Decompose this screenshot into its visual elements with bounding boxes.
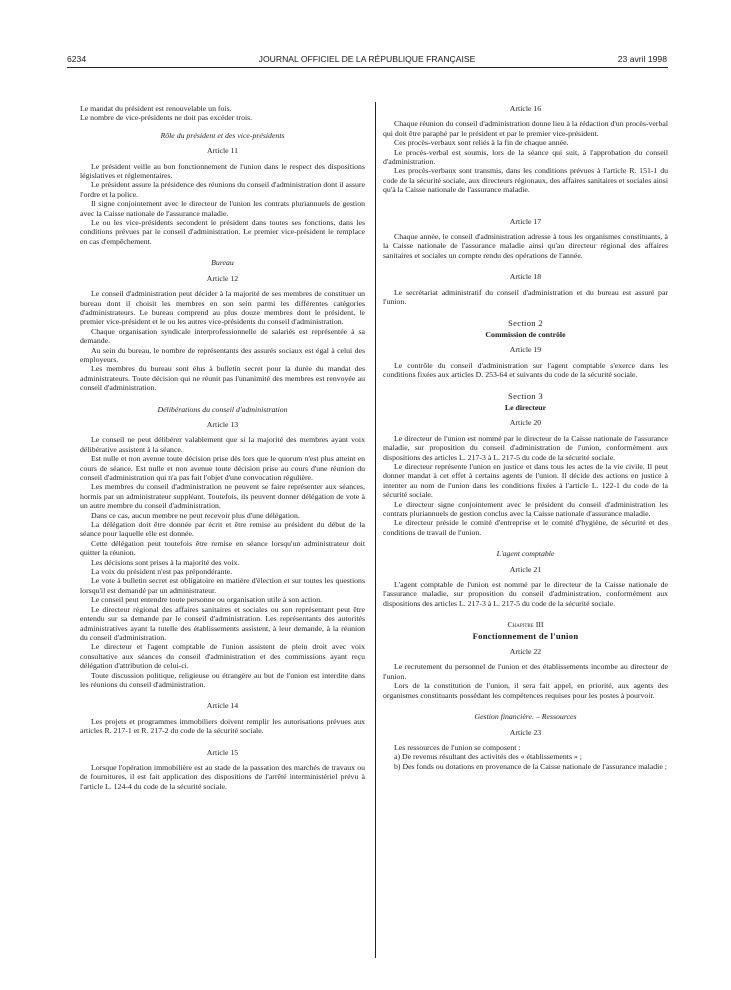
heading: Article 13 <box>206 419 239 429</box>
paragraph: Le nombre de vice-présidents ne doit pas excéder trois. <box>80 113 253 123</box>
paragraph: Le directeur de l'union est nommé par le directeur de la Caisse nationale de l'assurance maladie, sur proposition du conseil d'administration de l'union, conformément aux dispositions des articles L. 217-3 à L. 217-5 du code de la sécurité sociale. <box>383 433 668 462</box>
paragraph: Le président assure la présidence des réunions du conseil d'administration dont il assure l'ordre et la police. <box>80 180 365 199</box>
paragraph: Lors de la constitution de l'union, il sera fait appel, en priorité, aux agents des organismes constituants possédant les compétences requises pour les postes à pourvoir. <box>383 681 668 700</box>
paragraph: Le vote à bulletin secret est obligatoire en matière d'élection et sur toutes les questions lorsqu'il est demandé par un administrateur. <box>80 576 365 595</box>
paragraph: La délégation doit être donnée par écrit et être remise au président du début de la séance pour laquelle elle est donnée. <box>80 520 365 539</box>
heading: Article 11 <box>206 146 239 156</box>
paragraph: Les ressources de l'union se composent : <box>394 742 521 752</box>
heading: Article 12 <box>206 273 239 283</box>
journal-title: JOURNAL OFFICIEL DE LA RÉPUBLIQUE FRANÇAISE <box>258 54 476 64</box>
heading: Article 18 <box>509 272 542 282</box>
paragraph: Lorsque l'opération immobilière est au stade de la passation des marchés de travaux ou de fournitures, il est fait application des dispositions de l'arrêté interministériel prévu à l'article L. 124-4 du code de la sécurité sociale. <box>80 762 365 791</box>
paragraph: Cette délégation peut toutefois être remise en séance lorsqu'un administrateur doit quitter la réunion. <box>80 538 365 558</box>
paragraph: Le contrôle du conseil d'administration sur l'agent comptable s'exerce dans les conditions fixées aux articles D. 253-64 et suivants du code de la sécurité sociale. <box>383 360 668 380</box>
heading: Rôle du président et des vice-présidents <box>160 130 285 140</box>
heading: Gestion financière. – Ressources <box>474 712 577 722</box>
paragraph: La voix du président n'est pas prépondérante. <box>91 567 233 577</box>
paragraph: Le recrutement du personnel de l'union et des établissements incombe au directeur de l'union. <box>383 662 668 681</box>
heading: Article 19 <box>509 345 542 355</box>
paragraph: Le directeur et l'agent comptable de l'union assistent de plein droit avec voix consultative aux séances du conseil d'administration et des commissions ayant reçu délégation d'attribution de celui-ci. <box>80 642 365 671</box>
paragraph: Chaque organisation syndicale interprofessionnelle de salariés est représentée à sa demande. <box>80 326 365 346</box>
heading: L'agent comptable <box>496 549 555 559</box>
heading: Fonctionnement de l'union <box>472 630 579 641</box>
paragraph: Le directeur régional des affaires sanitaires et sociales ou son représentant peut être entendu sur sa demande par le conseil d'administration. Les représentants des autorités administratives ayant la tutelle des établissements assistent, à leur demande, à la réunion du conseil d'administration. <box>80 604 365 642</box>
heading: Chapitre III <box>507 620 544 630</box>
paragraph: Dans ce cas, aucun membre ne peut recevoir plus d'une délégation. <box>91 510 300 520</box>
right-column <box>383 104 668 771</box>
paragraph: Le directeur préside le comité d'entreprise et le comité d'hygiène, de sécurité et des conditions de travail de l'union. <box>383 518 668 537</box>
heading: Article 21 <box>509 564 542 574</box>
paragraph: a) De revenus résultant des activités des « établissements » ; <box>394 752 582 762</box>
page-number: 6234 <box>67 54 87 64</box>
paragraph: Les décisions sont prises à la majorité des voix. <box>91 557 240 567</box>
issue-date: 23 avril 1998 <box>617 54 667 64</box>
paragraph: Il signe conjointement avec le directeur de l'union les contrats pluriannuels de gestion avec la Caisse nationale de l'assurance maladie. <box>80 199 365 218</box>
column-divider <box>375 102 376 958</box>
paragraph: Le conseil peut entendre toute personne ou organisation utile à son action. <box>91 595 323 605</box>
paragraph: Les procès-verbaux sont transmis, dans les conditions prévues à l'article R. 151-1 du code de la sécurité sociale, aux directeurs régionaux, des affaires sanitaires et sociales ainsi qu'à la Caisse nationale de l'assurance maladie. <box>383 166 668 195</box>
paragraph: Est nulle et non avenue toute décision prise dès lors que le quorum n'est plus atteint en cours de séance. Est nulle et non avenue toute décision prise au cours d'une réunion du conseil d'administration qui n'a pas fait l'objet d'une convocation régulière. <box>80 454 365 482</box>
paragraph: Les membres du conseil d'administration ne peuvent se faire représenter aux séances, hormis par un administrateur suppléant. Toutefois, ils peuvent donner délégation de vote à un autre membre du conseil d'administration. <box>80 482 365 511</box>
paragraph: Le directeur représente l'union en justice et dans tous les actes de la vie civile. Il peut donner mandat à cet effet à certains agents de l'union. Il décide des actions en justice à intenter au nom de l'union dans les conditions fixées à l'article L. 122-1 du code de la sécurité sociale. <box>383 461 668 500</box>
left-column <box>80 104 365 791</box>
heading: Bureau <box>211 258 234 268</box>
paragraph: Le conseil d'administration peut décider à la majorité de ses membres de constituer un bureau dont il choisit les membres en son sein parmi les différentes catégories d'administrateurs. Le bureau comprend au plus douze membres dont le président, le premier vice-président et le ou les autres vice-présidents du conseil d'administration. <box>80 289 365 327</box>
heading: Section 3 <box>508 390 543 401</box>
heading: Commission de contrôle <box>485 329 566 339</box>
heading: Délibérations du conseil d'administration <box>157 404 288 414</box>
heading: Article 23 <box>509 727 542 737</box>
header-rule <box>67 67 668 68</box>
paragraph: Ces procès-verbaux sont reliés à la fin de chaque année. <box>394 138 569 148</box>
paragraph: Toute discussion politique, religieuse ou étrangère au but de l'union est interdite dans les réunions du conseil d'administration. <box>80 670 365 689</box>
heading: Section 2 <box>508 317 543 328</box>
paragraph: Le ou les vice-présidents secondent le président dans toutes ses fonctions, dans les conditions prévues par le conseil d'administration. Le premier vice-président le remplace en cas d'empêchement. <box>80 218 365 246</box>
heading: Article 15 <box>206 747 239 757</box>
heading: Article 16 <box>509 104 542 113</box>
paragraph: Les projets et programmes immobiliers doivent remplir les autorisations prévues aux articles R. 217-1 et R. 217-2 du code de la sécurité sociale. <box>80 716 365 736</box>
page-header <box>67 54 667 68</box>
paragraph: b) Des fonds ou dotations en provenance de la Caisse nationale de l'assurance maladie ; <box>394 761 667 771</box>
paragraph: L'agent comptable de l'union est nommé par le directeur de la Caisse nationale de l'assurance maladie, sur proposition du conseil d'administration, conformément aux dispositions des articles L. 217-3 à L. 217-5 du code de la sécurité sociale. <box>383 580 668 608</box>
heading: Article 22 <box>509 647 542 657</box>
heading: Article 14 <box>206 701 239 711</box>
heading: Article 17 <box>509 216 542 226</box>
heading: Article 20 <box>509 418 542 428</box>
paragraph: Les membres du bureau sont élus à bulletin secret pour la durée du mandat des administrateurs. Toute décision qui ne réunit pas l'unanimité des membres est renvoyée au conseil d'administration. <box>80 364 365 393</box>
paragraph: Chaque réunion du conseil d'administration donne lieu à la rédaction d'un procès-verbal qui doit être paraphé par le président et par le premier vice-président. <box>383 119 668 138</box>
paragraph: Chaque année, le conseil d'administration adresse à tous les organismes constituants, à la Caisse nationale de l'assurance maladie ainsi qu'au directeur régional des affaires sanitaires et sociales un compte rendu des opérations de l'année. <box>383 232 668 260</box>
paragraph: Au sein du bureau, le nombre de représentants des assurés sociaux est égal à celui des employeurs. <box>80 345 365 364</box>
paragraph: Le secrétariat administratif du conseil d'administration et du bureau est assuré par l'union. <box>383 287 668 307</box>
paragraph: Le conseil ne peut délibérer valablement que si la majorité des membres ayant voix délibérative assistent à la séance. <box>80 435 365 454</box>
paragraph: Le directeur signe conjointement avec le président du conseil d'administration les contrats pluriannuels de gestion conclus avec la Caisse nationale d'assurance maladie. <box>383 499 668 518</box>
paragraph: Le mandat du président est renouvelable un fois. <box>80 104 232 113</box>
paragraph: Le président veille au bon fonctionnement de l'union dans le respect des dispositions législatives et réglementaires. <box>80 161 365 181</box>
paragraph: Le procès-verbal est soumis, lors de la séance qui suit, à l'approbation du conseil d'administration. <box>383 147 668 167</box>
heading: Le directeur <box>504 402 547 412</box>
